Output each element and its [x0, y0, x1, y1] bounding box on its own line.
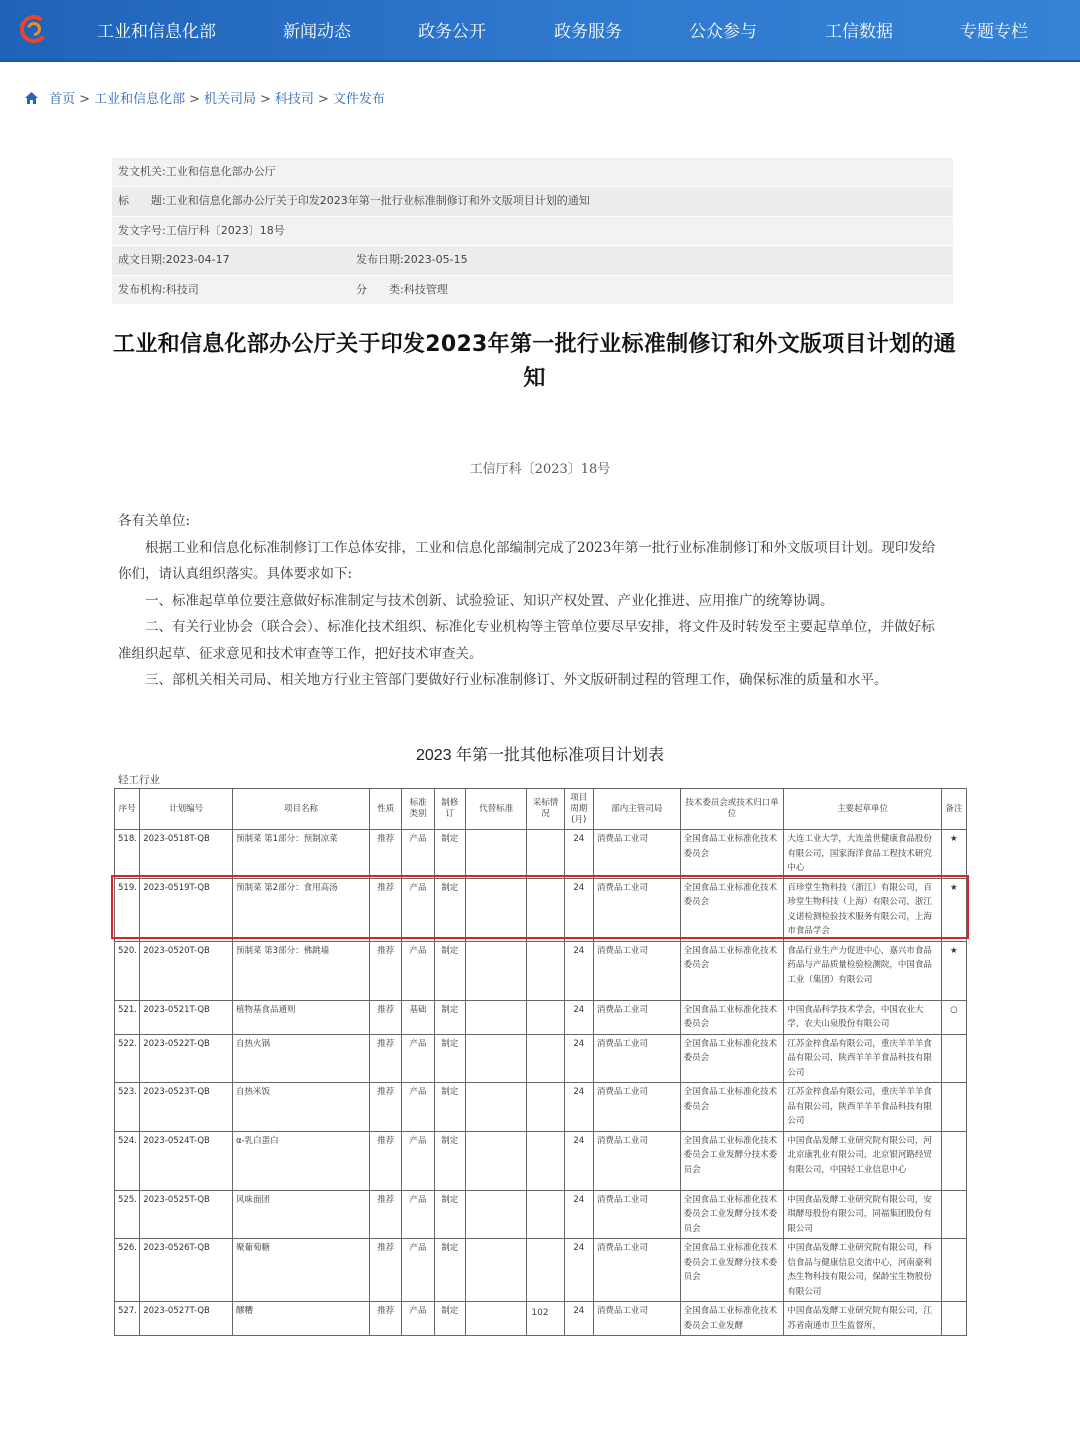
nav-item-news[interactable]: 新闻动态: [283, 22, 351, 42]
table-cell: [941, 1131, 966, 1190]
table-cell: 中国食品发酵工业研究院有限公司，江苏省南通市卫生监督所，: [784, 1302, 941, 1336]
table-cell: 推荐: [370, 1034, 402, 1083]
table-cell: 百珍堂生物科技（浙江）有限公司，百珍堂生物科技（上海）有限公司，浙江义诺检测检验技术服务有限公司，上海市食品学会: [784, 878, 941, 941]
table-cell: 全国食品工业标准化技术委员会: [680, 1083, 784, 1132]
table-cell: 全国食品工业标准化技术委员会: [680, 878, 784, 941]
table-cell: [465, 878, 527, 941]
table-cell: [941, 1190, 966, 1239]
table-cell: 食品行业生产力促进中心，嘉兴市食品药品与产品质量检验检测院，中国食品工业（集团）有限公司: [784, 941, 941, 1000]
table-cell: 消费品工业司: [593, 1239, 680, 1302]
body-paragraph: 一、标准起草单位要注意做好标准制定与技术创新、试验验证、知识产权处置、产业化推进、应用推广的统筹协调。: [145, 592, 834, 609]
table-row: [115, 941, 967, 1000]
table-cell: 2023-0523T-QB: [140, 1083, 233, 1132]
column-header: 部内主管司局: [593, 789, 680, 830]
table-row: [115, 878, 967, 941]
table-cell: 消费品工业司: [593, 830, 680, 879]
table-cell: 24: [564, 878, 593, 941]
meta-issuer-value: 工业和信息化部办公厅: [165, 165, 276, 178]
table-cell: 24: [564, 941, 593, 1000]
page-title: 工业和信息化部办公厅关于印发2023年第一批行业标准制修订和外文版项目计划的通知: [113, 332, 956, 391]
meta-published-label: 发布日期:: [356, 253, 404, 267]
column-header: 技术委员会或技术归口单位: [680, 789, 784, 830]
table-cell: [527, 1083, 564, 1132]
breadcrumb-separator: >: [189, 92, 200, 107]
table-cell: 自热米饭: [232, 1083, 369, 1132]
meta-created-value: 2023-04-17: [165, 253, 230, 267]
column-header: 计划编号: [140, 789, 233, 830]
table-cell: 中国食品发酵工业研究院有限公司，河北京康乳业有限公司，北京银河路经贸有限公司，中国轻工业信息中心: [784, 1131, 941, 1190]
table-cell: 制定: [434, 1083, 465, 1132]
table-cell: [941, 1302, 966, 1336]
table-cell: 2023-0520T-QB: [140, 941, 233, 1000]
body-paragraph: 根据工业和信息化标准制修订工作总体安排，工业和信息化部编制完成了2023年第一批行业标准制修订和外文版项目计划。现印发给你们，请认真组织落实。具体要求如下:: [118, 539, 936, 582]
table-cell: 全国食品工业标准化技术委员会工业发酵分技术委员会: [680, 1239, 784, 1302]
table-cell: 24: [564, 1131, 593, 1190]
table-cell: 中国食品科学技术学会，中国农业大学，农夫山泉股份有限公司: [784, 1000, 941, 1034]
table-cell: [465, 1302, 527, 1336]
meta-org-value: 科技司: [165, 282, 199, 296]
table-row: [115, 1131, 967, 1190]
meta-row-org: [112, 276, 953, 305]
home-icon: [24, 91, 39, 105]
table-cell: [527, 878, 564, 941]
breadcrumb-science-tech[interactable]: 科技司: [274, 92, 314, 107]
table-cell: 24: [564, 1239, 593, 1302]
table-cell: 2023-0524T-QB: [140, 1131, 233, 1190]
table-cell: 全国食品工业标准化技术委员会工业发酵分技术委员会: [680, 1190, 784, 1239]
page-number: 102: [531, 1308, 549, 1318]
table-cell: 推荐: [370, 1083, 402, 1132]
table-cell: 制定: [434, 1302, 465, 1336]
table-cell: 产品: [402, 878, 434, 941]
breadcrumb-publications[interactable]: 文件发布: [332, 92, 385, 107]
table-cell: 制定: [434, 941, 465, 1000]
table-cell: 消费品工业司: [593, 1190, 680, 1239]
nav-item-public-participation[interactable]: 公众参与: [689, 22, 757, 42]
table-cell: 产品: [402, 1083, 434, 1132]
column-header: 采标情况: [527, 789, 564, 830]
body-paragraph: 二、有关行业协会（联合会）、标准化技术组织、标准化专业机构等主管单位要尽早安排，将文件及时转发至主要起草单位，并做好标准组织起草、征求意见和技术审查等工作，把好技术审查关。: [118, 619, 935, 662]
table-cell: 预制菜 第3部分：佛跳墙: [232, 941, 369, 1000]
breadcrumb-separator: >: [79, 92, 91, 107]
table-cell: 产品: [402, 1131, 434, 1190]
table-cell: [465, 1083, 527, 1132]
table-cell: 2023-0527T-QB: [140, 1302, 233, 1336]
table-cell: [527, 1190, 564, 1239]
table-cell: 江苏金梓食品有限公司，重庆羊羊羊食品有限公司，陕西羊羊羊食品科技有限公司: [784, 1083, 941, 1132]
table-cell: [527, 941, 564, 1000]
table-cell: 推荐: [370, 878, 402, 941]
table-cell: 聚葡萄糖: [232, 1239, 369, 1302]
nav-item-miit[interactable]: 工业和信息化部: [97, 22, 216, 42]
table-cell: 520.: [115, 941, 140, 1000]
table-cell: [465, 1190, 527, 1239]
table-cell: 2023-0525T-QB: [140, 1190, 233, 1239]
document-metadata: [112, 158, 953, 305]
table-cell: [465, 1239, 527, 1302]
table-cell: 大连工业大学，大连盖世健康食品股份有限公司，国家海洋食品工程技术研究中心: [784, 830, 941, 879]
table-cell: ★: [941, 830, 966, 879]
table-cell: [465, 1000, 527, 1034]
table-cell: 24: [564, 830, 593, 879]
document-number: 工信厅科〔2023〕18号: [469, 462, 611, 477]
table-row: [115, 1083, 967, 1132]
table-cell: [941, 1083, 966, 1132]
meta-category-value: 科技管理: [403, 282, 448, 296]
table-cell: 24: [564, 1302, 593, 1336]
table-cell: 制定: [434, 1190, 465, 1239]
table-cell: 消费品工业司: [593, 941, 680, 1000]
table-cell: [527, 1239, 564, 1302]
breadcrumb-separator: >: [260, 92, 271, 107]
table-cell: 526.: [115, 1239, 140, 1302]
table-cell: 江苏金梓食品有限公司，重庆羊羊羊食品有限公司，陕西羊羊羊食品科技有限公司: [784, 1034, 941, 1083]
table-cell: 制定: [434, 1000, 465, 1034]
table-cell: 预制菜 第1部分：预制凉菜: [232, 830, 369, 879]
table-cell: 2023-0526T-QB: [140, 1239, 233, 1302]
table-cell: 523.: [115, 1083, 140, 1132]
table-cell: 推荐: [370, 1000, 402, 1034]
meta-row-issuer: [112, 158, 953, 187]
breadcrumb: [24, 88, 385, 107]
table-cell: 24: [564, 1000, 593, 1034]
column-header: 序号: [115, 789, 140, 830]
column-header: 项目周期(月): [564, 789, 593, 830]
standards-plan-table: [114, 788, 967, 1336]
table-cell: 推荐: [370, 1302, 402, 1336]
meta-category-label: 分 类:: [356, 282, 404, 296]
table-cell: 消费品工业司: [593, 1083, 680, 1132]
table-cell: [527, 1034, 564, 1083]
meta-row-docno: [112, 217, 953, 246]
table-row: [115, 1190, 967, 1239]
table-cell: 消费品工业司: [593, 1302, 680, 1336]
meta-created-label: 成文日期:: [118, 253, 166, 267]
table-cell: 基础: [402, 1000, 434, 1034]
table-row: [115, 830, 967, 879]
table-cell: ○: [941, 1000, 966, 1034]
table-cell: ★: [941, 941, 966, 1000]
table-cell: 消费品工业司: [593, 878, 680, 941]
body-paragraph: 三、部机关相关司局、相关地方行业主管部门要做好行业标准制修订、外文版研制过程的管理工作，确保标准的质量和水平。: [145, 672, 888, 688]
column-header: 备注: [941, 789, 966, 830]
top-navigation-bar: [0, 0, 1080, 62]
table-cell: 527.: [115, 1302, 140, 1336]
table-cell: 植物基食品通则: [232, 1000, 369, 1034]
table-cell: 产品: [402, 1239, 434, 1302]
table-cell: 524.: [115, 1131, 140, 1190]
table-cell: 产品: [402, 830, 434, 879]
table-cell: 醪糟: [232, 1302, 369, 1336]
table-cell: 制定: [434, 1239, 465, 1302]
table-cell: 产品: [402, 1034, 434, 1083]
table-header-row: [115, 789, 967, 830]
document-body: [118, 508, 946, 694]
breadcrumb-departments[interactable]: 机关司局: [203, 92, 256, 107]
salutation: 各有关单位:: [118, 513, 191, 529]
table-cell: 推荐: [370, 1131, 402, 1190]
table-cell: 制定: [434, 830, 465, 879]
nav-item-data[interactable]: 工信数据: [825, 22, 893, 42]
table-cell: 518.: [115, 830, 140, 879]
meta-row-dates: [112, 246, 953, 275]
table-cell: 全国食品工业标准化技术委员会: [680, 941, 784, 1000]
table-cell: [465, 1131, 527, 1190]
table-cell: 24: [564, 1083, 593, 1132]
column-header: 制修订: [434, 789, 465, 830]
table-cell: 521.: [115, 1000, 140, 1034]
table-cell: 2023-0519T-QB: [140, 878, 233, 941]
column-header: 性质: [370, 789, 402, 830]
table-cell: 制定: [434, 1034, 465, 1083]
meta-org-label: 发布机构:: [118, 282, 166, 296]
table-cell: [465, 830, 527, 879]
table-cell: [527, 830, 564, 879]
nav-item-gov-services[interactable]: 政务服务: [554, 22, 622, 42]
meta-issuer-label: 发文机关:: [118, 165, 166, 178]
table-cell: [941, 1034, 966, 1083]
site-logo-icon[interactable]: [20, 15, 48, 43]
breadcrumb-separator: >: [317, 92, 329, 107]
table-cell: 2023-0522T-QB: [140, 1034, 233, 1083]
table-row: [115, 1302, 967, 1336]
table-cell: 推荐: [370, 941, 402, 1000]
table-row: [115, 1034, 967, 1083]
table-cell: 消费品工业司: [593, 1034, 680, 1083]
meta-title-value: 工业和信息化部办公厅关于印发2023年第一批行业标准制修订和外文版项目计划的通知: [165, 194, 590, 208]
meta-docno-value: 工信厅科〔2023〕18号: [165, 223, 285, 237]
table-cell: 推荐: [370, 1239, 402, 1302]
table-cell: 525.: [115, 1190, 140, 1239]
table-cell: α-乳白蛋白: [232, 1131, 369, 1190]
table-cell: 全国食品工业标准化技术委员会工业发酵分技术委员会: [680, 1131, 784, 1190]
table-cell: 制定: [434, 878, 465, 941]
table-cell: ★: [941, 878, 966, 941]
table-cell: 全国食品工业标准化技术委员会工业发酵: [680, 1302, 784, 1336]
table-cell: [465, 1034, 527, 1083]
meta-title-label: 标 题:: [118, 194, 166, 208]
table-cell: 风味面团: [232, 1190, 369, 1239]
table-cell: 消费品工业司: [593, 1000, 680, 1034]
column-header: 标准类别: [402, 789, 434, 830]
table-cell: [527, 1000, 564, 1034]
breadcrumb-miit[interactable]: 工业和信息化部: [94, 92, 186, 107]
industry-label: 轻工行业: [118, 774, 160, 786]
table-cell: 消费品工业司: [593, 1131, 680, 1190]
table-cell: 中国食品发酵工业研究院有限公司，安琪酵母股份有限公司，同福集团股份有限公司: [784, 1190, 941, 1239]
column-header: 主要起草单位: [784, 789, 941, 830]
table-cell: 预制菜 第2部分：食用高汤: [232, 878, 369, 941]
nav-item-special-topics[interactable]: 专题专栏: [960, 22, 1028, 42]
table-cell: 中国食品发酵工业研究院有限公司，科信食品与健康信息交流中心，河南豪利杰生物科技有限公司，保龄宝生物股份有限公司: [784, 1239, 941, 1302]
table-cell: 全国食品工业标准化技术委员会: [680, 1034, 784, 1083]
meta-docno-label: 发文字号:: [118, 223, 166, 237]
table-cell: 24: [564, 1190, 593, 1239]
meta-row-title: [112, 187, 953, 216]
table-cell: [941, 1239, 966, 1302]
table-cell: [465, 941, 527, 1000]
nav-item-gov-affairs[interactable]: 政务公开: [418, 22, 486, 42]
column-header: 代替标准: [465, 789, 527, 830]
table-cell: 产品: [402, 941, 434, 1000]
table-cell: 推荐: [370, 830, 402, 879]
table-cell: 519.: [115, 878, 140, 941]
table-row: [115, 1000, 967, 1034]
table-cell: 2023-0521T-QB: [140, 1000, 233, 1034]
table-cell: 产品: [402, 1190, 434, 1239]
table-cell: [527, 1302, 564, 1336]
table-title: 2023 年第一批其他标准项目计划表: [415, 747, 665, 764]
table-cell: 自热火锅: [232, 1034, 369, 1083]
table-cell: [527, 1131, 564, 1190]
table-cell: 24: [564, 1034, 593, 1083]
breadcrumb-home[interactable]: 首页: [49, 92, 76, 107]
table-row: [115, 1239, 967, 1302]
table-cell: 全国食品工业标准化技术委员会: [680, 1000, 784, 1034]
column-header: 项目名称: [232, 789, 369, 830]
table-cell: 全国食品工业标准化技术委员会: [680, 830, 784, 879]
table-cell: 2023-0518T-QB: [140, 830, 233, 879]
table-cell: 推荐: [370, 1190, 402, 1239]
table-cell: 制定: [434, 1131, 465, 1190]
table-cell: 522.: [115, 1034, 140, 1083]
meta-published-value: 2023-05-15: [403, 253, 468, 267]
table-cell: 产品: [402, 1302, 434, 1336]
